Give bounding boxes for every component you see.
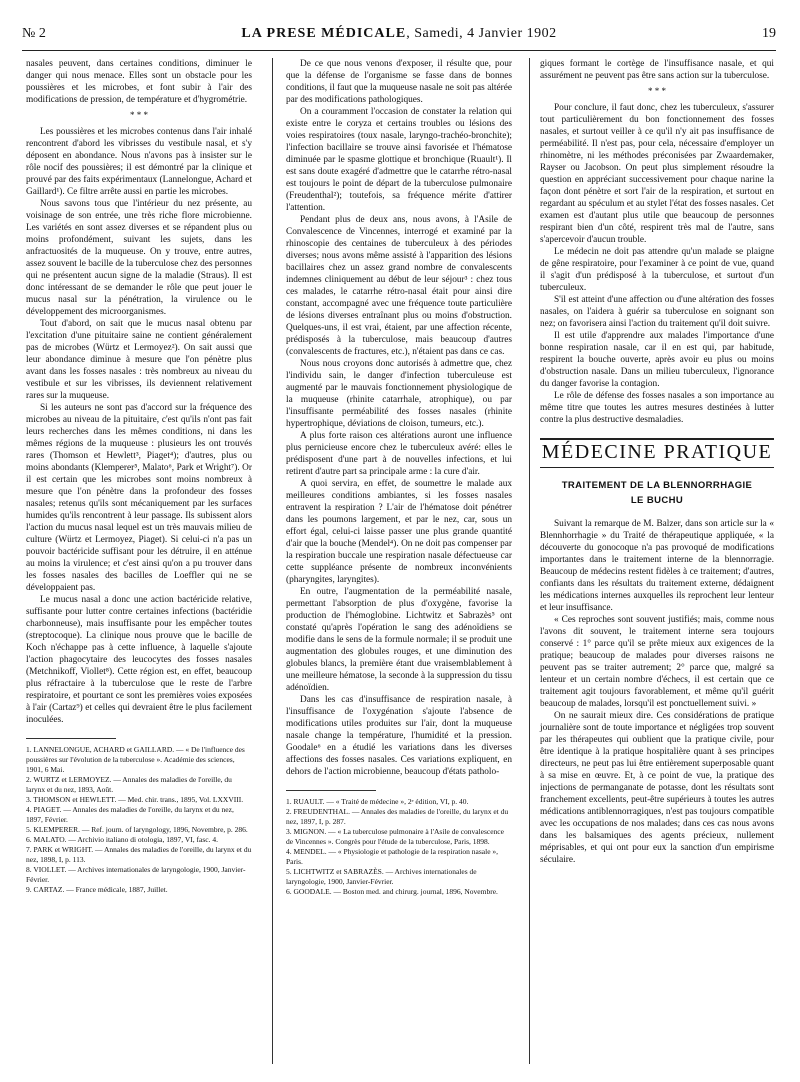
section-title: MÉDECINE PRATIQUE	[541, 441, 773, 463]
issue-date: , Samedi, 4 Janvier 1902	[406, 26, 557, 41]
paragraph: Pour conclure, il faut donc, chez les tuberculeux, s'assurer tout particulièrement du bon fonctionnement des fosses nasales, et surtout veiller à ce qu'il n'y ait pas insuffisance de perméabilité. Il n'est pas, pour cela, nécessaire d'employer un rhinomètre, ni les méthodes préconisées par Zwaardemaker, Rayser ou Jacobson. On peut plus simplement résoudre la question en appréciant successivement pour chaque narine la façon dont pénètre et sort l'air de la respiration, et surtout en regardant au spéculum et au stylet l'état des fosses nasales. Cet examen est d'autant plus utile que beaucoup de personnes respirant bien d'un côté, respirent très mal de l'autre, sans s'apercevoir d'aucun trouble.	[540, 103, 774, 245]
footnote: 5. LICHTWITZ et SABRAZÈS. — Archives internationales de laryngologie, 1900, Janvier-Février.	[286, 867, 477, 886]
running-header	[22, 16, 776, 44]
paragraph: On ne saurait mieux dire. Ces considérations de pratique journalière sont de toute importance et négligées trop souvent par les thérapeutes qui oublient que la pratique civile, pour être identique à la pratique hospitalière quant à ses principes directeurs, ne peut pas lui être entièrement superposable quant à sa mise en œuvre. Et, à ce point de vue, la pratique des injections de permanganate de potasse, dont les résultats sont franchement excellents, peut-être supérieurs à toutes les autres médications antiblennorragiques, n'est pas toujours compatible avec les occupations de nos malades; dans ces cas nous avons dans les balsamiques des agents précieux, nullement méprisables, et qui ont pour eux la sanction d'un empirisme séculaire.	[540, 711, 774, 865]
section-break-asterisks: * * *	[648, 86, 666, 96]
paragraph: Il est utile d'apprendre aux malades l'importance d'une bonne respiration nasale, car il en est qui, par habitude, respirent la bouche ouverte, après avoir eu plus ou moins d'obstruction nasale. Dans un milieu tuberculeux, l'ignorance du danger favorise la contagion.	[540, 331, 774, 389]
footnote: 4. MENDEL. — « Physiologie et pathologie de la respiration nasale », Paris.	[286, 847, 499, 866]
paragraph: nasales peuvent, dans certaines conditions, diminuer le danger qui nous menace. Elles sont un obstacle pour les poussières et les microbes, et font subir à l'air des modifications de pression, de température et d'hygrométrie.	[26, 59, 252, 105]
paragraph: « Ces reproches sont souvent justifiés; mais, comme nous l'avons dit souvent, le traitement interne sera toujours conservé : 1° parce qu'il se prête mieux aux exigences de la pratique; beaucoup de malades pour diverses raisons ne peuvent pas se traiter autrement; 2° parce que, malgré sa lenteur et un certain nombre d'échecs, il est certain que ce traitement agit toujours favorablement, et même qu'il guérit beaucoup de malades, lorsqu'il est ponctuellement suivi. »	[540, 615, 774, 709]
paragraph: A plus forte raison ces altérations auront une influence plus pernicieuse encore chez le tuberculeux avéré: elles le prédisposent d'une part à de nouvelles infections, et lui retirent d'autre part sa principale arme : la cure d'air.	[286, 431, 512, 477]
paragraph: Dans les cas d'insuffisance de respiration nasale, à l'insuffisance de l'oxygénation s'ajoute l'absence de modifications utiles produites sur l'air, dont la muqueuse nasale change la température, l'humidité et la pression. Goodale⁶ en a étudié les variations dans les diverses affections des fosses nasales. Ces variations expliquent, en dehors de l'action microbienne, beaucoup d'états patholo-	[286, 695, 512, 777]
page-number: 19	[762, 26, 776, 41]
footnote: 9. CARTAZ. — France médicale, 1887, Juillet.	[26, 885, 168, 894]
paragraph: Le mucus nasal a donc une action bactéricide relative, suffisante pour lutter contre certaines infections (bactéridie charbonneuse), mais insuffisante pour les empêcher toutes (streptocoque). La clinique nous prouve que le bacille de Koch n'échappe pas à cette influence, à laquelle s'ajoute l'action phagocytaire des leucocytes des fosses nasales (Metchnikoff, Viollet⁸). Cette région est, en effet, beaucoup plus réfractaire à la tuberculose que le reste de l'arbre respiratoire, et pourtant ce sont les premières voies exposées à l'air (Cartaz⁹) et celles qui devraient être le plus facilement inoculées.	[26, 595, 252, 725]
column-separator-2	[529, 58, 530, 1064]
footnote: 1. LANNELONGUE, ACHARD et GAILLARD. — « De l'influence des poussières sur l'évolution de la tuberculose ». Académie des sciences, 1901, 6 Mai.	[26, 745, 245, 774]
footnote: 6. MALATO. — Archivio italiano di otologia, 1897, VI, fasc. 4.	[26, 835, 218, 844]
column-1	[26, 58, 252, 895]
paragraph: Les poussières et les microbes contenus dans l'air inhalé rencontrent d'abord les vibrisses du vestibule nasal, et s'y déposent en abondance. Nous n'avons pas à insister sur le rôle nocif des poussières; il est démontré par la clinique et prouvé par des faits expérimentaux (Lannelongue, Achard et Gaillard¹). Ce filtre arrête aussi en partie les microbes.	[26, 127, 252, 197]
issue-number: № 2	[22, 26, 46, 41]
column-2	[286, 58, 512, 897]
footnote: 7. PARK et WRIGHT. — Annales des maladies de l'oreille, du larynx et du nez, 1898, I, p. 113.	[26, 845, 252, 864]
section-break-asterisks: * * *	[130, 110, 148, 120]
paragraph: Nous nous croyons donc autorisés à admettre que, chez l'individu sain, le danger d'infection tuberculeuse est augmenté par le mauvais fonctionnement physiologique de la muqueuse (rhinite catarrhale, atrophique), ou par l'insuffisante perméabilité des fosses nasales (rhinite hypertrophique, déviations de cloison, tumeurs, etc.).	[286, 359, 512, 429]
paragraph: Suivant la remarque de M. Balzer, dans son article sur la « Blennhorrhagie » du Traité de thérapeutique appliquée, « la découverte du gonocoque n'a pas provoqué de modifications importantes dans le traitement interne de la blennorragie. Beaucoup de médecins restent fidèles à ce traitement; d'autres, confiants dans les résultats du traitement externe, dédaignent les médications internes auxquelles ils reprochent leur lenteur et leur insuffisance.	[540, 519, 774, 613]
article-title	[540, 478, 774, 508]
paragraph: A quoi servira, en effet, de soumettre le malade aux meilleures conditions ambiantes, si les fosses nasales entravent la respiration ? L'air de l'hématose doit pénétrer dans les poumons largement, et par le nez, car, sous un effort égal, celui-ci laisse passer une plus grande quantité d'air que la bouche (Mendel⁴). On ne doit pas compenser par la respiration buccale une respiration nasale défectueuse car cette suppléance présente de nombreux inconvénients (pharyngites, laryngites).	[286, 479, 512, 585]
section-heading-box	[540, 438, 774, 468]
column-separator-1	[272, 58, 273, 1064]
footnote: 3. MIGNON. — « La tuberculose pulmonaire à l'Asile de convalescence de Vincennes ». Congrès pour l'étude de la tuberculose, Paris, 1898.	[286, 827, 504, 846]
header-rule	[22, 50, 776, 51]
paragraph: Si les auteurs ne sont pas d'accord sur la fréquence des microbes au niveau de la pituitaire, c'est qu'ils n'ont pas fait leurs recherches dans les mêmes conditions, ni dans les mêmes régions de la muqueuse : plusieurs les ont trouvés rares (Thomson et Hewlett³, Piaget⁴); d'autres, plus ou moins abondants (Klemperer⁵, Malato⁶, Park et Wright⁷). Or il est certain que les microbes sont moins nombreux à mesure que l'on pénètre dans la profondeur des fosses nasales; retenus qu'ils sont mécaniquement par les surfaces humides qu'ils rencontrent à leur passage. Ils subissent alors l'action du mucus nasal lequel est un très mauvais milieu de culture (Würtz et Lermoyez, Piaget). Si celui-ci n'a pas un pouvoir bactéricide suffisant pour les détruire, il en atténue au moins la virulence; et c'est ainsi qu'on a pu trouver dans les fosses nasales des bacilles de Loeffler qui ne se développaient pas.	[26, 403, 252, 593]
journal-title	[22, 26, 776, 42]
footnote: 4. PIAGET. — Annales des maladies de l'oreille, du larynx et du nez, 1897, Février.	[26, 805, 234, 824]
paragraph: Nous savons tous que l'intérieur du nez présente, au voisinage de son entrée, une très riche flore microbienne. Les variétés en sont assez diverses et se répandent plus ou moins profondément, suivant les sujets, dans les anfractuosités de la muqueuse. On y trouve, entre autres, assez souvent le bacille de la tuberculose chez des personnes qui ne présentent aucun signe de la maladie (Straus). Il est donc intéressant de se demander le rôle que peut jouer le mucus nasal sur la pénétration, la virulence ou le développement des microorganismes.	[26, 199, 252, 317]
paragraph: giques formant le cortège de l'insuffisance nasale, et qui assurément ne peuvent pas être sans action sur la tuberculose.	[540, 59, 774, 81]
paragraph: En outre, l'augmentation de la perméabilité nasale, permettant l'absorption de plus d'oxygène, favorise la production de l'hémoglobine. Lichtwitz et Sabrazès⁵ ont constaté qu'après l'opération le sang des adénoïdiens se modifie dans le sens de la formule normale; il se produit une augmentation des globules rouges, et une diminution des globules blancs, la première étant due vraisemblablement à une meilleure hématose, la seconde à la suppression du tissu adénoïdien.	[286, 587, 512, 693]
paragraph: Le médecin ne doit pas attendre qu'un malade se plaigne de gêne respiratoire, pour l'examiner à ce point de vue, quand il s'agit d'un prédisposé à la tuberculose, et surtout d'un tuberculeux.	[540, 247, 774, 293]
column-3	[540, 58, 774, 866]
journal-name: LA PRESE MÉDICALE	[241, 26, 407, 41]
article-title-line-2: LE BUCHU	[630, 495, 684, 506]
footnote: 5. KLEMPERER. — Ref. journ. of laryngology, 1896, Novembre, p. 286.	[26, 825, 248, 834]
footnote: 1. RUAULT. — « Traité de médecine », 2ᵉ édition, VI, p. 40.	[286, 797, 469, 806]
paragraph: De ce que nous venons d'exposer, il résulte que, pour que la défense de l'organisme se fasse dans de bonnes conditions, il faut que la muqueuse nasale ne soit pas altérée par des modifications pathologiques.	[286, 59, 512, 105]
footnote: 2. WURTZ et LERMOYEZ. — Annales des maladies de l'oreille, du larynx et du nez, 1893, Août.	[26, 775, 232, 794]
article-title-line-1: TRAITEMENT DE LA BLENNORRHAGIE	[561, 480, 753, 491]
paragraph: Tout d'abord, on sait que le mucus nasal obtenu par l'excitation d'une pituitaire saine ne contient généralement pas de microbes (Würtz et Lermoyez²). On sait aussi que leur abondance diminue à mesure que l'on pénètre plus avant dans les fosses nasales : très nombreux au niveau du vestibule et sur les vibrisses, ils deviennent relativement rares sur la muqueuse.	[26, 319, 252, 401]
footnote-rule	[286, 790, 376, 791]
footnote: 6. GOODALE. — Boston med. and chirurg. journal, 1896, Novembre.	[286, 887, 498, 896]
footnote: 2. FREUDENTHAL. — Annales des maladies de l'oreille, du larynx et du nez, 1897, I, p. 287.	[286, 807, 509, 826]
paragraph: S'il est atteint d'une affection ou d'une altération des fosses nasales, on l'aidera à guérir sa tuberculose en soignant son nez; on favorisera ainsi l'action du traitement qu'il doit suivre.	[540, 295, 774, 329]
footnote-rule	[26, 738, 116, 739]
paragraph: Pendant plus de deux ans, nous avons, à l'Asile de Convalescence de Vincennes, interrogé et examiné par la rhinoscopie des centaines de tuberculeux à des périodes diverses; nous avons même assisté à l'apparition des lésions bacillaires chez un assez grand nombre de convalescents indemnes cliniquement au début de leur séjour³ : chez tous ces malades, le catarrhe rétro-nasal était pour ainsi dire constant, accompagné avec une fréquence toute particulière de lésions diverses entraînant plus ou moins d'obstruction. Quelques-uns, il est vrai, étaient, par une affection récente, prédisposés à la tuberculose, mais beaucoup d'autres (convalescents de fractures, etc.), n'étaient pas dans ce cas.	[286, 215, 512, 357]
paragraph: On a couramment l'occasion de constater la relation qui existe entre le coryza et certains troubles ou lésions des voies respiratoires (toux nasale, laryngo-trachéo-bronchite); l'infection bacillaire se trouve ainsi favorisée et l'hématose diminuée par le spasme glottique et bronchique (Ruault¹). Il est sans doute exagéré d'admettre que le catarrhe rétro-nasal est toujours le point de départ de la tuberculose pulmonaire (Freudenthal²); toutefois, sa fréquence mérite d'attirer l'attention.	[286, 107, 512, 213]
footnote: 3. THOMSON et HEWLETT. — Med. chir. trans., 1895, Vol. LXXVIII.	[26, 795, 244, 804]
footnote: 8. VIOLLET. — Archives internationales de laryngologie, 1900, Janvier-Février.	[26, 865, 246, 884]
paragraph: Le rôle de défense des fosses nasales a son importance au même titre que toutes les autres mesures destinées à lutter contre la plus destructive desmaladies.	[540, 391, 774, 425]
